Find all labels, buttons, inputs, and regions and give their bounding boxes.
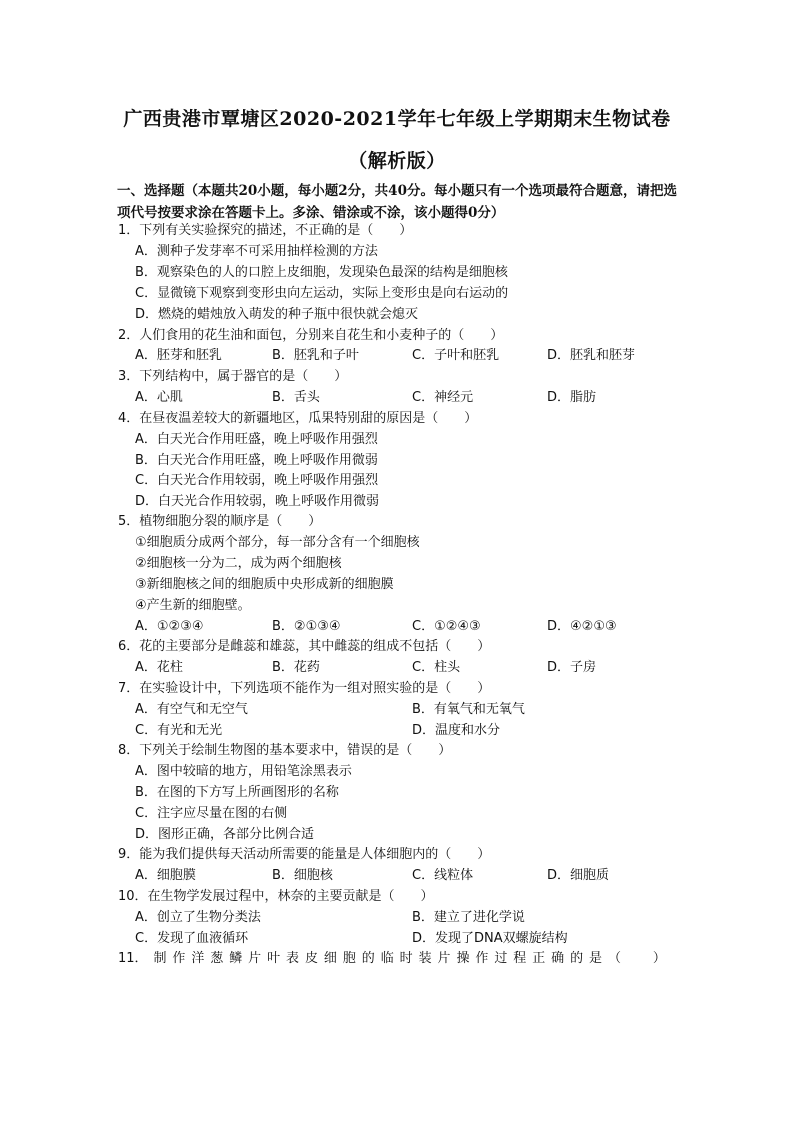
question-stem-char: 程 bbox=[513, 951, 527, 966]
question-option: D．温度和水分 bbox=[412, 723, 501, 738]
question-option: D．图形正确，各部分比例合适 bbox=[135, 827, 315, 842]
question-stem: 8．下列关于绘制生物图的基本要求中，错误的是（ ） bbox=[118, 743, 452, 758]
question-option: A．创立了生物分类法 bbox=[135, 910, 261, 925]
question-option: D．燃烧的蜡烛放入萌发的种子瓶中很快就会熄灭 bbox=[135, 307, 419, 322]
question-stem: 10．在生物学发展过程中，林奈的主要贡献是（ ） bbox=[118, 889, 434, 904]
question-option: A．白天光合作用旺盛，晚上呼吸作用强烈 bbox=[135, 432, 378, 447]
question-option: B．②①③④ bbox=[272, 619, 341, 634]
question-option: C．发现了血液循环 bbox=[135, 931, 249, 946]
question-option: A．①②③④ bbox=[135, 619, 204, 634]
question-stem-char: 过 bbox=[494, 951, 508, 966]
question-option: C．白天光合作用较弱，晚上呼吸作用强烈 bbox=[135, 473, 379, 488]
question-option: D．白天光合作用较弱，晚上呼吸作用微弱 bbox=[135, 494, 380, 509]
question-option: A．有空气和无空气 bbox=[135, 702, 248, 717]
question-option: D．子房 bbox=[547, 660, 597, 675]
question-stem: 1．下列有关实验探究的描述，不正确的是（ ） bbox=[118, 223, 413, 238]
question-option: C．①②④③ bbox=[412, 619, 481, 634]
question-option: A．细胞膜 bbox=[135, 868, 196, 883]
question-option: B．舌头 bbox=[272, 390, 320, 405]
question-option: B．有氧气和无氧气 bbox=[412, 702, 525, 717]
section-heading: 一、选择题（本题共20小题，每小题2分，共40分。每小题只有一个选项最符合题意，请把选项代号按要求涂在答题卡上。多涂、错涂或不涂，该小题得0分） bbox=[117, 183, 677, 221]
question-stem-char: 葱 bbox=[210, 951, 224, 966]
question-stem-char: 操 bbox=[456, 951, 470, 966]
question-option: A．花柱 bbox=[135, 660, 183, 675]
question-option: B．细胞核 bbox=[272, 868, 333, 883]
question-stem-char: 正 bbox=[532, 951, 546, 966]
question-option: C．柱头 bbox=[412, 660, 461, 675]
question-option: D．细胞质 bbox=[547, 868, 610, 883]
question-stem-char: 表 bbox=[286, 951, 300, 966]
question-option: D．④②①③ bbox=[547, 619, 617, 634]
question-stem-char: 是 bbox=[589, 951, 603, 966]
question-option: B．在图的下方写上所画图形的名称 bbox=[135, 785, 339, 800]
question-option: C．显微镜下观察到变形虫向左运动，实际上变形虫是向右运动的 bbox=[135, 286, 509, 301]
question-step: ③新细胞核之间的细胞质中央形成新的细胞膜 bbox=[135, 577, 394, 592]
question-option: D．发现了DNA双螺旋结构 bbox=[412, 931, 568, 946]
question-option: C．线粒体 bbox=[412, 868, 474, 883]
document-subtitle: （解析版） bbox=[348, 150, 446, 172]
question-stem: 5．植物细胞分裂的顺序是（ ） bbox=[118, 514, 322, 529]
question-option: C．子叶和胚乳 bbox=[412, 348, 500, 363]
question-option: B．胚乳和子叶 bbox=[272, 348, 359, 363]
question-stem: 4．在昼夜温差较大的新疆地区，瓜果特别甜的原因是（ ） bbox=[118, 411, 478, 426]
question-option: A．胚芽和胚乳 bbox=[135, 348, 222, 363]
question-stem: 3．下列结构中，属于器官的是（ ） bbox=[118, 369, 348, 384]
question-stem-char: 作 bbox=[172, 951, 186, 966]
question-option: C．有光和无光 bbox=[135, 723, 223, 738]
question-stem-char: 作 bbox=[475, 951, 489, 966]
question-stem: 9．能为我们提供每天活动所需要的能量是人体细胞内的（ ） bbox=[118, 847, 491, 862]
question-option: A．测种子发芽率不可采用抽样检测的方法 bbox=[135, 244, 378, 259]
question-stem-char: 片 bbox=[248, 951, 262, 966]
question-stem-char: 片 bbox=[437, 951, 451, 966]
question-stem-char: 鳞 bbox=[229, 951, 243, 966]
question-option: A．图中较暗的地方，用铅笔涂黑表示 bbox=[135, 764, 352, 779]
question-stem bbox=[118, 949, 666, 969]
question-option: B．白天光合作用旺盛，晚上呼吸作用微弱 bbox=[135, 453, 378, 468]
question-stem-char: 装 bbox=[418, 951, 432, 966]
question-stem-char: 胞 bbox=[342, 951, 356, 966]
question-option: D．脂肪 bbox=[547, 390, 597, 405]
question-stem-char: 叶 bbox=[267, 951, 281, 966]
question-stem-char: 临 bbox=[380, 951, 394, 966]
question-option: B．观察染色的人的口腔上皮细胞，发现染色最深的结构是细胞核 bbox=[135, 265, 508, 280]
question-stem-char: ） bbox=[626, 951, 666, 966]
question-stem-char: 制 bbox=[153, 951, 167, 966]
question-step: ②细胞核一分为二，成为两个细胞核 bbox=[135, 556, 342, 571]
question-option: A．心肌 bbox=[135, 390, 183, 405]
question-option: B．花药 bbox=[272, 660, 320, 675]
question-stem-char: （ bbox=[607, 951, 621, 966]
question-stem-char: 细 bbox=[323, 951, 337, 966]
document-title: 广西贵港市覃塘区2020-2021学年七年级上学期期末生物试卷 bbox=[123, 108, 671, 130]
question-option: D．胚乳和胚芽 bbox=[547, 348, 636, 363]
question-stem-char: 11． bbox=[118, 951, 148, 966]
question-option: C．注字应尽量在图的右侧 bbox=[135, 806, 288, 821]
question-option: B．建立了进化学说 bbox=[412, 910, 525, 925]
question-stem: 6．花的主要部分是雌蕊和雄蕊，其中雌蕊的组成不包括（ ） bbox=[118, 639, 491, 654]
question-stem-char: 时 bbox=[399, 951, 413, 966]
question-stem-char: 洋 bbox=[191, 951, 205, 966]
question-stem-char: 确 bbox=[551, 951, 565, 966]
question-stem-char: 的 bbox=[570, 951, 584, 966]
question-stem: 7．在实验设计中，下列选项不能作为一组对照实验的是（ ） bbox=[118, 681, 491, 696]
question-step: ④产生新的细胞壁。 bbox=[135, 598, 251, 613]
question-stem: 2．人们食用的花生油和面包，分别来自花生和小麦种子的（ ） bbox=[118, 328, 504, 343]
question-option: C．神经元 bbox=[412, 390, 474, 405]
question-stem-char: 的 bbox=[361, 951, 375, 966]
question-step: ①细胞质分成两个部分，每一部分含有一个细胞核 bbox=[135, 535, 420, 550]
question-stem-char: 皮 bbox=[304, 951, 318, 966]
